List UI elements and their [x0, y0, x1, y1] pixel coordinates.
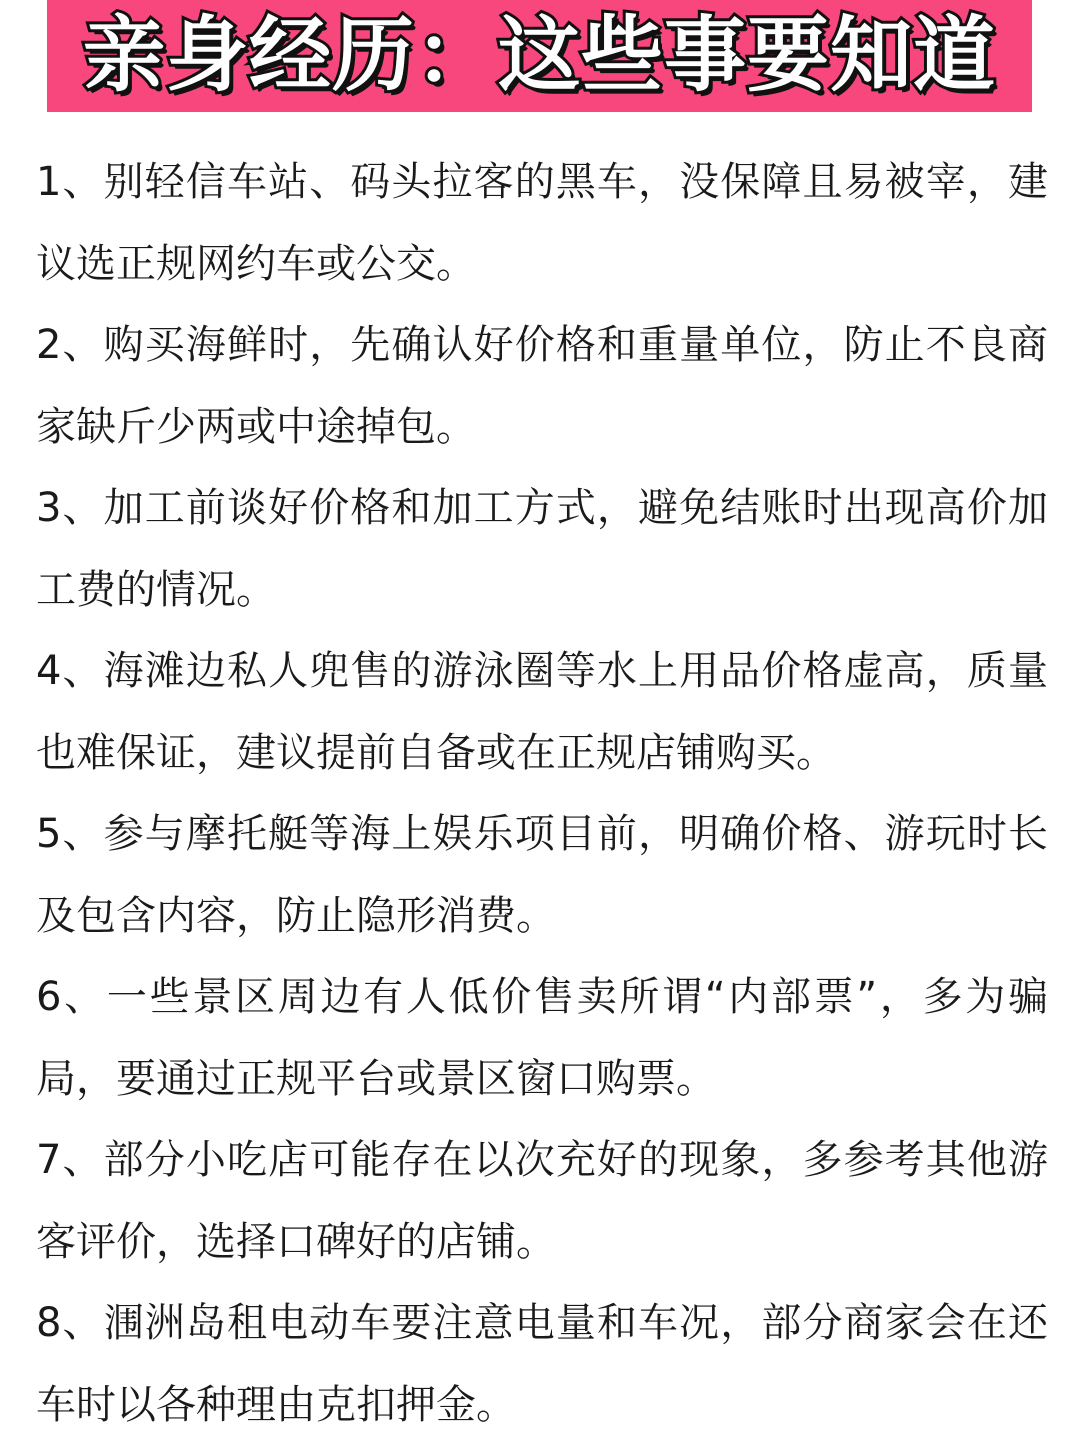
tip-item-7: 7、部分小吃店可能存在以次充好的现象，多参考其他游客评价，选择口碑好的店铺。: [36, 1137, 1048, 1265]
title-banner: [47, 0, 1032, 112]
tip-item-8: 8、涠洲岛租电动车要注意电量和车况，部分商家会在还车时以各种理由克扣押金。: [36, 1300, 1048, 1428]
tip-item-1: 1、别轻信车站、码头拉客的黑车，没保障且易被宰，建议选正规网约车或公交。: [36, 159, 1048, 287]
tip-item-3: 3、加工前谈好价格和加工方式，避免结账时出现高价加工费的情况。: [36, 485, 1048, 613]
page-title: 亲身经历：这些事要知道: [82, 8, 996, 103]
tip-item-2: 2、购买海鲜时，先确认好价格和重量单位，防止不良商家缺斤少两或中途掉包。: [36, 322, 1048, 450]
tip-item-6: 6、一些景区周边有人低价售卖所谓“内部票”，多为骗局，要通过正规平台或景区窗口购票。: [36, 974, 1048, 1102]
tip-item-4: 4、海滩边私人兜售的游泳圈等水上用品价格虚高，质量也难保证，建议提前自备或在正规店铺购买。: [36, 648, 1048, 776]
tips-list: [36, 142, 1048, 1446]
tip-item-5: 5、参与摩托艇等海上娱乐项目前，明确价格、游玩时长及包含内容，防止隐形消费。: [36, 811, 1048, 939]
